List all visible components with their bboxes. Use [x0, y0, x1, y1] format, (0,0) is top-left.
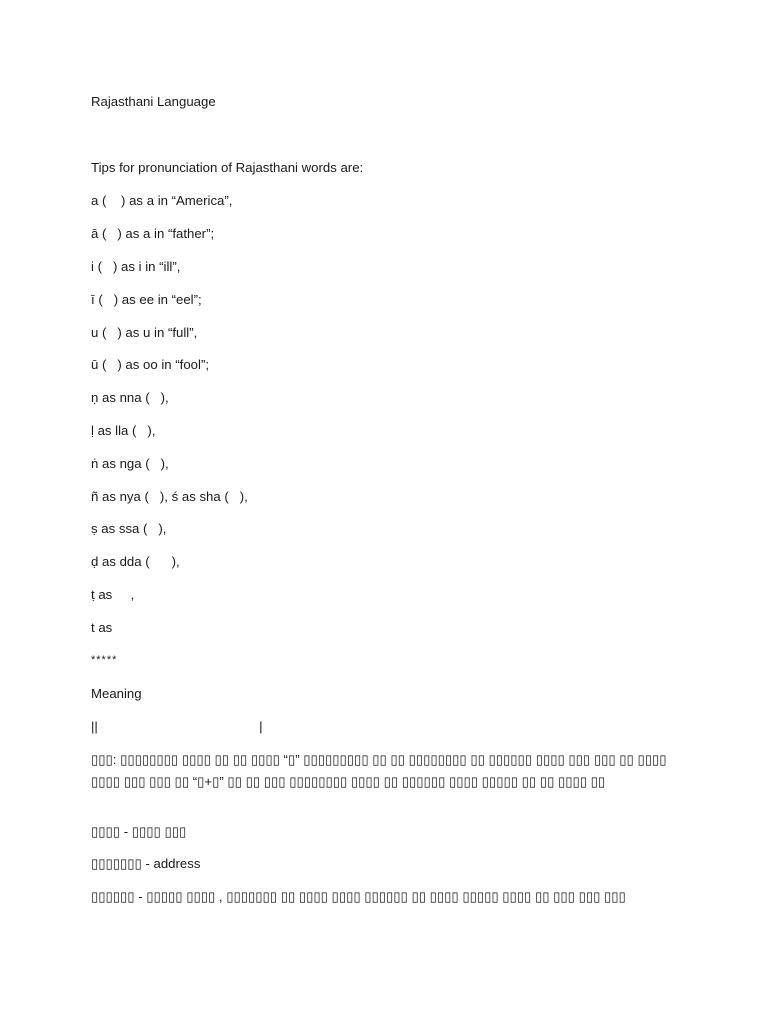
tip-line: t as [91, 620, 113, 635]
tip-line: ū ( ) as oo in “fool”; [91, 357, 209, 372]
tip-line: ṭ as , [91, 587, 135, 602]
paragraph-2: ▯▯▯▯▯▯ - ▯▯▯▯▯ ▯▯▯▯ , ▯▯▯▯▯▯▯ ▯▯ ▯▯▯▯ ▯▯▯▯ ▯▯▯▯▯▯ ▯▯ ▯▯▯▯ ▯▯▯▯▯ ▯▯▯▯ ▯▯ ▯▯▯ ▯▯▯ ▯▯▯ [91, 889, 626, 904]
tip-line: ṅ as nga ( ), [91, 456, 169, 471]
glossary-item: ▯▯▯▯▯▯▯ - address [91, 856, 201, 871]
meaning-bars: || | [91, 719, 263, 734]
intro-line: Tips for pronunciation of Rajasthani words are: [91, 160, 364, 175]
tip-line: u ( ) as u in “full”, [91, 325, 198, 340]
tip-line: a ( ) as a in “America”, [91, 193, 233, 208]
document-title: Rajasthani Language [91, 94, 216, 109]
separator: ***** [91, 654, 118, 666]
tip-line: i ( ) as i in “ill”, [91, 259, 181, 274]
paragraph-1: ▯▯▯: ▯▯▯▯▯▯▯▯ ▯▯▯▯ ▯▯ ▯▯ ▯▯▯▯ “▯” ▯▯▯▯▯▯▯▯▯ ▯▯ ▯▯ ▯▯▯▯▯▯▯▯ ▯▯ ▯▯▯▯▯▯ ▯▯▯▯ ▯▯▯ ▯▯▯ ▯▯ ▯▯▯▯ ▯▯▯▯ ▯▯▯ ▯▯▯ ▯▯ “▯+▯” ▯▯ ▯▯ ▯▯▯ ▯▯▯▯▯▯▯▯ ▯▯▯▯ ▯▯ ▯▯▯▯▯▯ ▯▯▯▯ ▯▯▯▯▯ ▯▯ ▯▯ ▯▯▯▯ ▯▯ [91, 752, 667, 789]
tip-line: ḍ as dda ( ), [91, 554, 180, 569]
meaning-heading: Meaning [91, 686, 142, 701]
tip-line: ñ as nya ( ), ś as sha ( ), [91, 489, 248, 504]
tip-line: ā ( ) as a in “father”; [91, 226, 215, 241]
tip-line: ṇ as nna ( ), [91, 390, 169, 405]
tip-line: ḷ as lla ( ), [91, 423, 156, 438]
glossary-item: ▯▯▯▯ - ▯▯▯▯ ▯▯▯ [91, 824, 187, 839]
tip-line: ṣ as ssa ( ), [91, 521, 167, 536]
tip-line: ī ( ) as ee in “eel”; [91, 292, 202, 307]
